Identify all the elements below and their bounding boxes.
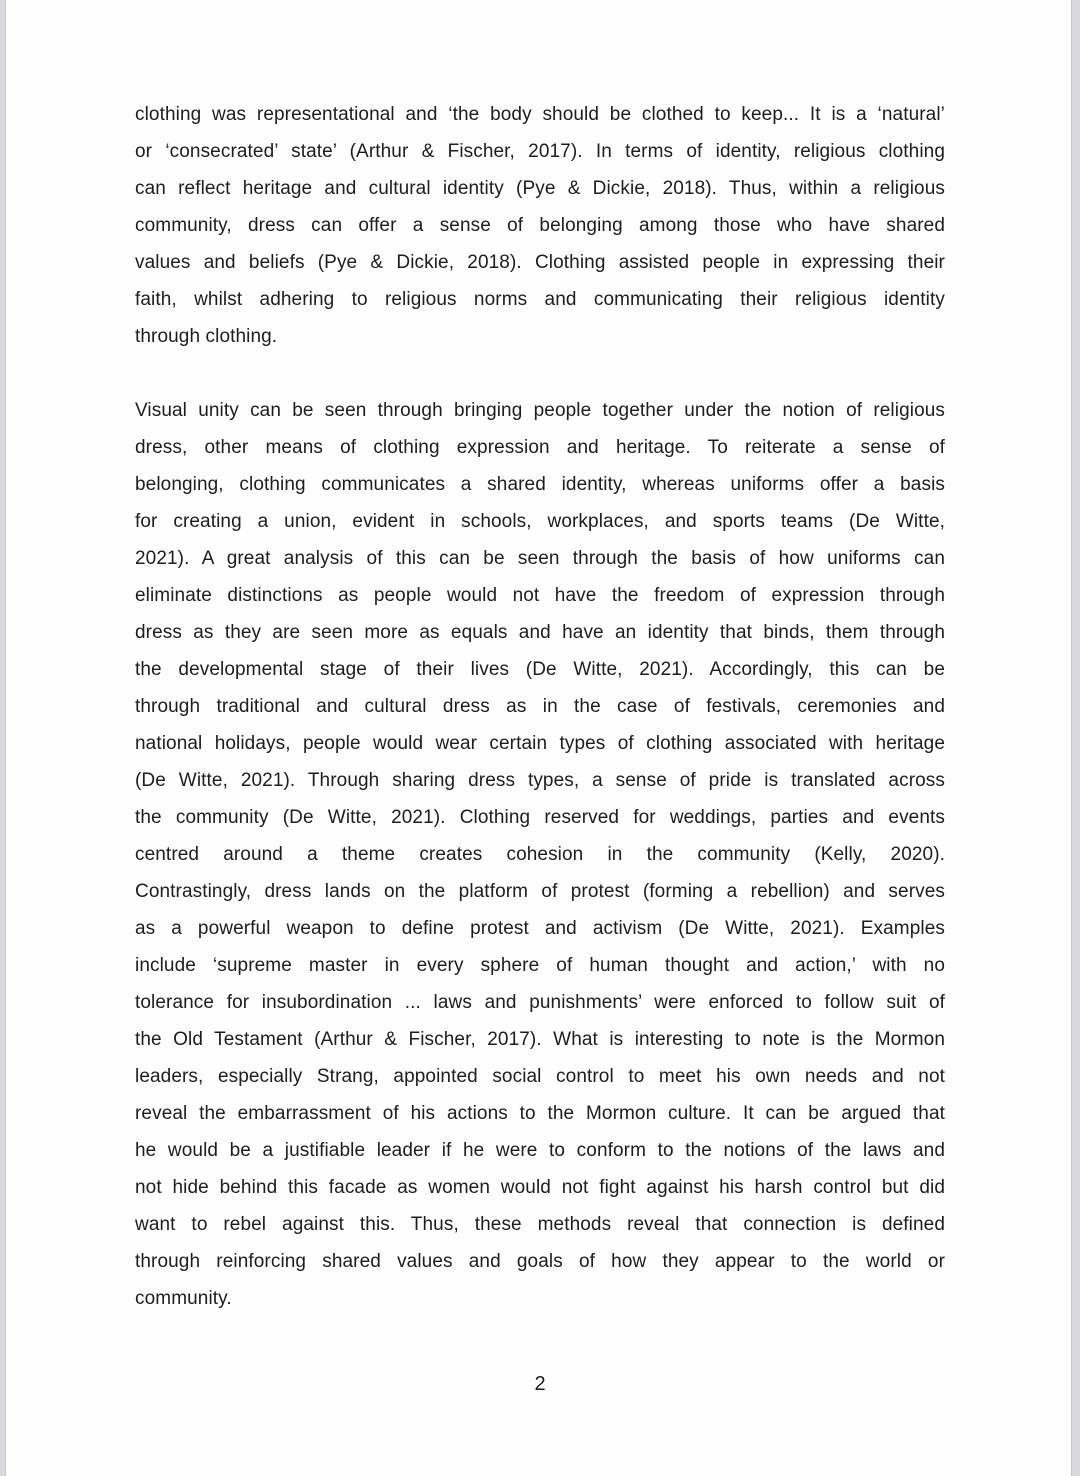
paragraph (135, 96, 945, 355)
text-line: not hide behind this facade as women would not fight against his harsh control but did (135, 1177, 945, 1198)
text-line: Contrastingly, dress lands on the platform of protest (forming a rebellion) and serves (135, 881, 945, 902)
text-line: want to rebel against this. Thus, these methods reveal that connection is defined (135, 1214, 945, 1235)
text-line: as a powerful weapon to define protest and activism (De Witte, 2021). Examples (135, 918, 945, 939)
text-line: community, dress can offer a sense of belonging among those who have shared (135, 215, 945, 236)
text-line: Visual unity can be seen through bringing people together under the notion of religious (135, 400, 945, 421)
text-line: national holidays, people would wear certain types of clothing associated with heritage (135, 733, 945, 754)
text-line: through clothing. (135, 326, 278, 347)
text-line: for creating a union, evident in schools, workplaces, and sports teams (De Witte, (135, 511, 945, 532)
text-line: include ‘supreme master in every sphere of human thought and action,’ with no (135, 955, 945, 976)
text-line: dress as they are seen more as equals and have an identity that binds, them through (135, 622, 945, 643)
text-line: through traditional and cultural dress as in the case of festivals, ceremonies and (135, 696, 945, 717)
text-line: belonging, clothing communicates a shared identity, whereas uniforms offer a basis (135, 474, 945, 495)
text-line: the community (De Witte, 2021). Clothing reserved for weddings, parties and events (135, 807, 945, 828)
text-line: clothing was representational and ‘the body should be clothed to keep... It is a ‘natural’ (135, 104, 945, 125)
paragraph (135, 392, 945, 1317)
text-line: through reinforcing shared values and goals of how they appear to the world or (135, 1251, 945, 1272)
document-body (135, 96, 945, 1354)
text-line: (De Witte, 2021). Through sharing dress types, a sense of pride is translated across (135, 770, 945, 791)
text-line: 2021). A great analysis of this can be seen through the basis of how uniforms can (135, 548, 945, 569)
page-number: 2 (534, 1373, 546, 1395)
text-line: community. (135, 1288, 232, 1309)
text-line: he would be a justifiable leader if he were to conform to the notions of the laws and (135, 1140, 945, 1161)
text-line: tolerance for insubordination ... laws and punishments’ were enforced to follow suit of (135, 992, 945, 1013)
text-line: centred around a theme creates cohesion in the community (Kelly, 2020). (135, 844, 945, 865)
text-line: or ‘consecrated’ state’ (Arthur & Fischer, 2017). In terms of identity, religious clothing (135, 141, 945, 162)
text-line: dress, other means of clothing expression and heritage. To reiterate a sense of (135, 437, 945, 458)
text-line: reveal the embarrassment of his actions to the Mormon culture. It can be argued that (135, 1103, 945, 1124)
text-line: can reflect heritage and cultural identity (Pye & Dickie, 2018). Thus, within a religious (135, 178, 945, 199)
page-edge-right (1071, 0, 1080, 1476)
text-line: the Old Testament (Arthur & Fischer, 2017). What is interesting to note is the Mormon (135, 1029, 945, 1050)
text-line: leaders, especially Strang, appointed social control to meet his own needs and not (135, 1066, 945, 1087)
text-line: the developmental stage of their lives (De Witte, 2021). Accordingly, this can be (135, 659, 945, 680)
text-line: values and beliefs (Pye & Dickie, 2018). Clothing assisted people in expressing their (135, 252, 945, 273)
text-line: eliminate distinctions as people would not have the freedom of expression through (135, 585, 945, 606)
text-line: faith, whilst adhering to religious norms and communicating their religious identity (135, 289, 945, 310)
page-edge-left (0, 0, 6, 1476)
